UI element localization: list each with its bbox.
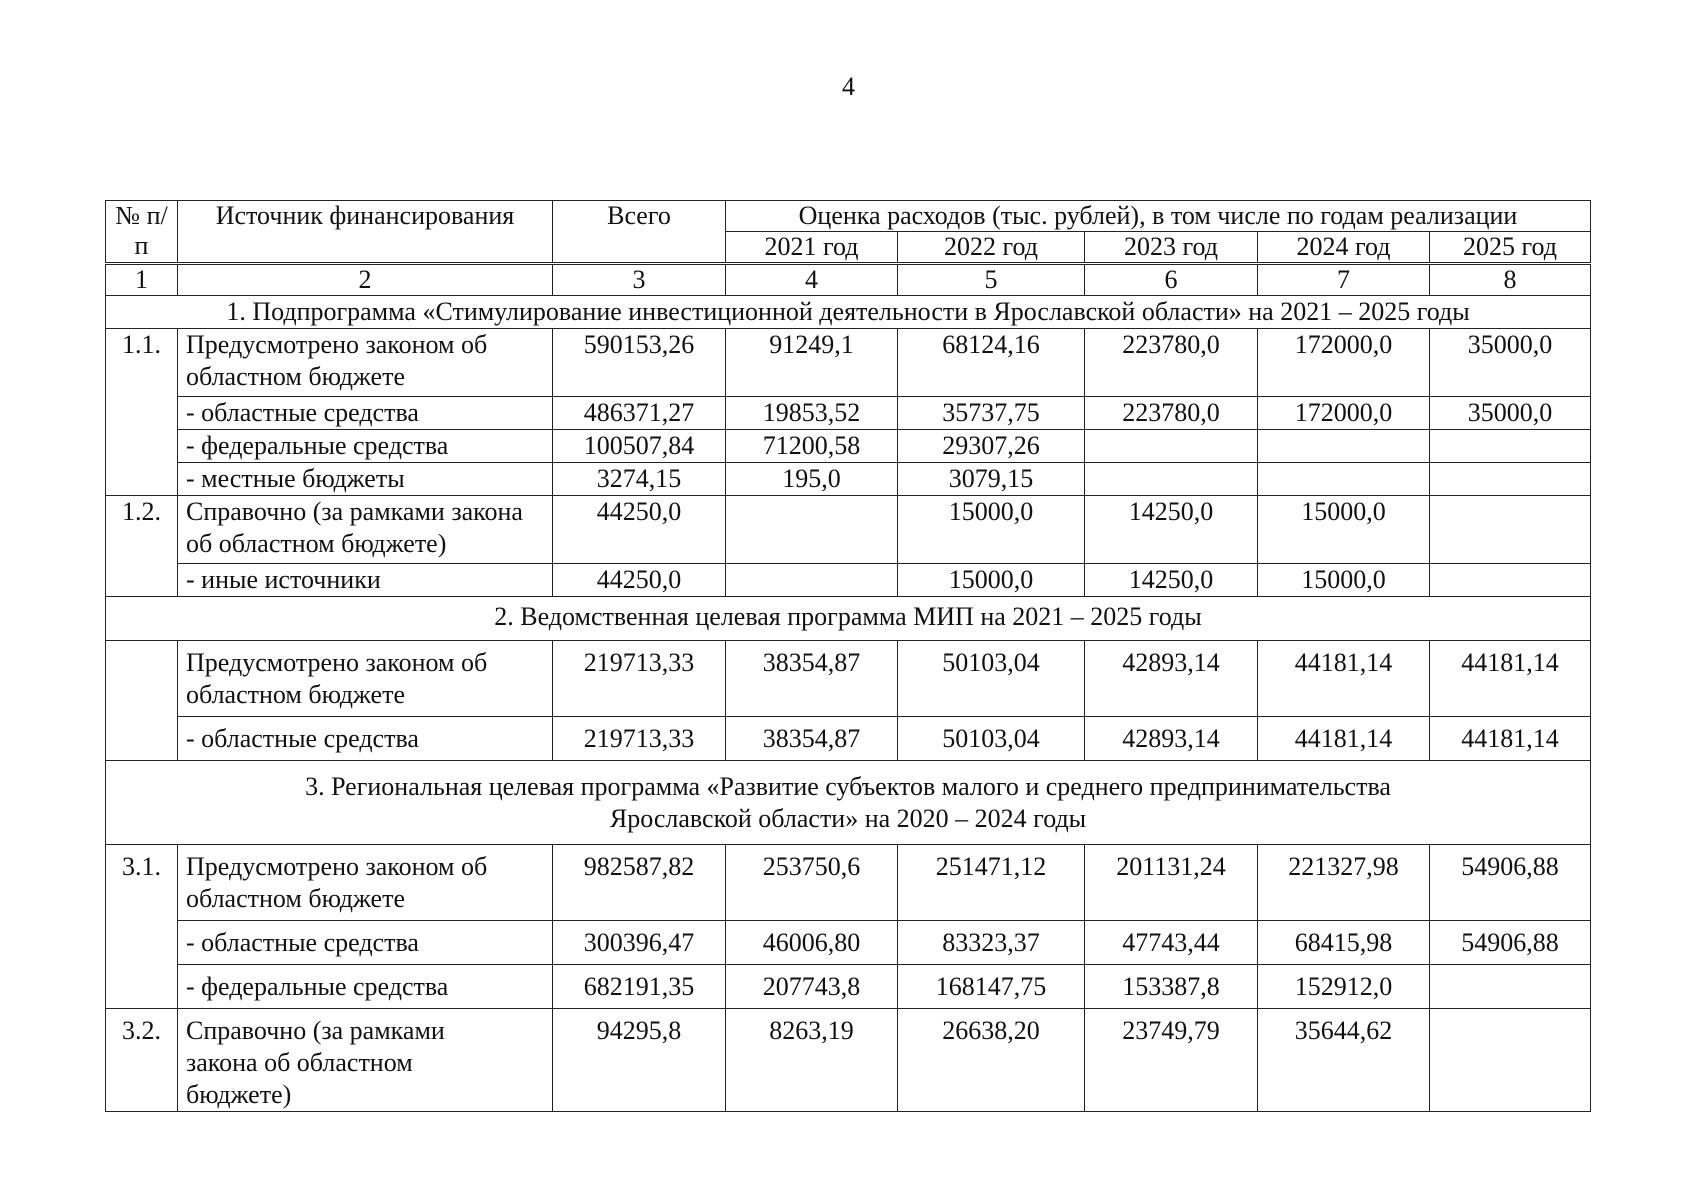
- header-source: Источник финансирования: [178, 201, 553, 264]
- value-cell: 38354,87: [726, 717, 898, 761]
- value-cell: 682191,35: [553, 965, 726, 1009]
- source-cell: - федеральные средства: [178, 430, 553, 463]
- header-estimate: Оценка расходов (тыс. рублей), в том числе по годам реализации: [726, 201, 1591, 232]
- value-cell: 8263,19: [726, 1009, 898, 1112]
- source-cell: - федеральные средства: [178, 965, 553, 1009]
- value-cell: [726, 564, 898, 597]
- value-cell: 221327,98: [1258, 845, 1430, 921]
- value-cell: [1430, 496, 1591, 564]
- value-cell: [1085, 463, 1258, 496]
- section-title: 1. Подпрограмма «Стимулирование инвестиционной деятельности в Ярославской области» на 2021 – 2025 годы: [106, 296, 1591, 329]
- value-cell: 46006,80: [726, 921, 898, 965]
- value-cell: 35000,0: [1430, 397, 1591, 430]
- section-title-row: [106, 296, 1591, 329]
- value-cell: 15000,0: [1258, 496, 1430, 564]
- value-cell: 50103,04: [898, 641, 1085, 717]
- column-index: 2: [178, 264, 553, 296]
- table-row: [106, 1009, 1591, 1112]
- value-cell: 15000,0: [898, 564, 1085, 597]
- value-cell: 251471,12: [898, 845, 1085, 921]
- value-cell: 44181,14: [1258, 717, 1430, 761]
- value-cell: 54906,88: [1430, 845, 1591, 921]
- header-num: № п/п: [106, 201, 178, 264]
- value-cell: 223780,0: [1085, 397, 1258, 430]
- value-cell: 68415,98: [1258, 921, 1430, 965]
- value-cell: 207743,8: [726, 965, 898, 1009]
- source-cell: Предусмотрено законом об областном бюджете: [178, 329, 553, 397]
- value-cell: 26638,20: [898, 1009, 1085, 1112]
- value-cell: 38354,87: [726, 641, 898, 717]
- value-cell: 14250,0: [1085, 496, 1258, 564]
- value-cell: [1258, 463, 1430, 496]
- page-number: 4: [842, 72, 855, 101]
- column-index: 7: [1258, 264, 1430, 296]
- section-title-line: 3. Региональная целевая программа «Развитие субъектов малого и среднего предпринимательства: [305, 772, 1391, 801]
- row-number: 1.2.: [106, 496, 178, 597]
- value-cell: 253750,6: [726, 845, 898, 921]
- financing-table: [105, 200, 1591, 1112]
- header-year: 2025 год: [1430, 232, 1591, 264]
- section-title: [106, 761, 1591, 845]
- table-row: [106, 496, 1591, 564]
- value-cell: [1430, 430, 1591, 463]
- value-cell: 44181,14: [1430, 717, 1591, 761]
- value-cell: 19853,52: [726, 397, 898, 430]
- value-cell: 50103,04: [898, 717, 1085, 761]
- source-cell: Предусмотрено законом об областном бюджете: [178, 845, 553, 921]
- value-cell: 219713,33: [553, 641, 726, 717]
- value-cell: 168147,75: [898, 965, 1085, 1009]
- table-row: [106, 564, 1591, 597]
- value-cell: 35644,62: [1258, 1009, 1430, 1112]
- column-index: 5: [898, 264, 1085, 296]
- value-cell: 300396,47: [553, 921, 726, 965]
- value-cell: 15000,0: [1258, 564, 1430, 597]
- value-cell: 172000,0: [1258, 329, 1430, 397]
- source-cell: - областные средства: [178, 397, 553, 430]
- source-cell: - местные бюджеты: [178, 463, 553, 496]
- column-index: 3: [553, 264, 726, 296]
- value-cell: 35737,75: [898, 397, 1085, 430]
- value-cell: 54906,88: [1430, 921, 1591, 965]
- table-row: [106, 845, 1591, 921]
- section-title: 2. Ведомственная целевая программа МИП на 2021 – 2025 годы: [106, 597, 1591, 641]
- table-row: [106, 397, 1591, 430]
- table-row: [106, 329, 1591, 397]
- value-cell: 172000,0: [1258, 397, 1430, 430]
- row-number: 3.1.: [106, 845, 178, 1009]
- table-row: [106, 965, 1591, 1009]
- value-cell: 91249,1: [726, 329, 898, 397]
- table-row: [106, 717, 1591, 761]
- value-cell: 94295,8: [553, 1009, 726, 1112]
- table-row: [106, 921, 1591, 965]
- header-year: 2021 год: [726, 232, 898, 264]
- value-cell: 23749,79: [1085, 1009, 1258, 1112]
- section-title-line: Ярославской области» на 2020 – 2024 годы: [609, 804, 1087, 833]
- value-cell: [726, 496, 898, 564]
- value-cell: 201131,24: [1085, 845, 1258, 921]
- value-cell: [1430, 564, 1591, 597]
- value-cell: 44250,0: [553, 496, 726, 564]
- value-cell: 590153,26: [553, 329, 726, 397]
- column-index: 6: [1085, 264, 1258, 296]
- value-cell: 71200,58: [726, 430, 898, 463]
- value-cell: 15000,0: [898, 496, 1085, 564]
- row-number: [106, 641, 178, 761]
- source-cell: - областные средства: [178, 921, 553, 965]
- value-cell: [1430, 1009, 1591, 1112]
- table-row: [106, 641, 1591, 717]
- section-title-row: [106, 761, 1591, 845]
- value-cell: 44181,14: [1430, 641, 1591, 717]
- value-cell: 3274,15: [553, 463, 726, 496]
- header-year: 2023 год: [1085, 232, 1258, 264]
- header-total: Всего: [553, 201, 726, 264]
- value-cell: 152912,0: [1258, 965, 1430, 1009]
- header-row: [106, 201, 1591, 232]
- value-cell: 68124,16: [898, 329, 1085, 397]
- value-cell: 982587,82: [553, 845, 726, 921]
- value-cell: 100507,84: [553, 430, 726, 463]
- value-cell: [1258, 430, 1430, 463]
- value-cell: 3079,15: [898, 463, 1085, 496]
- value-cell: 219713,33: [553, 717, 726, 761]
- table-row: [106, 430, 1591, 463]
- value-cell: 29307,26: [898, 430, 1085, 463]
- column-index: 4: [726, 264, 898, 296]
- table-row: [106, 463, 1591, 496]
- value-cell: 44250,0: [553, 564, 726, 597]
- header-year: 2024 год: [1258, 232, 1430, 264]
- header-year: 2022 год: [898, 232, 1085, 264]
- value-cell: 223780,0: [1085, 329, 1258, 397]
- value-cell: 42893,14: [1085, 641, 1258, 717]
- source-cell: - областные средства: [178, 717, 553, 761]
- section-title-row: [106, 597, 1591, 641]
- value-cell: 47743,44: [1085, 921, 1258, 965]
- column-index: 1: [106, 264, 178, 296]
- source-cell: Справочно (за рамками закона об областном бюджете): [178, 496, 553, 564]
- column-index: 8: [1430, 264, 1591, 296]
- value-cell: 153387,8: [1085, 965, 1258, 1009]
- source-cell: - иные источники: [178, 564, 553, 597]
- row-number: 3.2.: [106, 1009, 178, 1112]
- row-number: 1.1.: [106, 329, 178, 496]
- column-index-row: [106, 264, 1591, 296]
- value-cell: 42893,14: [1085, 717, 1258, 761]
- value-cell: 44181,14: [1258, 641, 1430, 717]
- value-cell: 486371,27: [553, 397, 726, 430]
- value-cell: 195,0: [726, 463, 898, 496]
- value-cell: 35000,0: [1430, 329, 1591, 397]
- source-cell: Предусмотрено законом об областном бюджете: [178, 641, 553, 717]
- value-cell: [1430, 965, 1591, 1009]
- value-cell: 83323,37: [898, 921, 1085, 965]
- source-cell: Справочно (за рамками закона об областном бюджете): [178, 1009, 553, 1112]
- value-cell: 14250,0: [1085, 564, 1258, 597]
- value-cell: [1085, 430, 1258, 463]
- value-cell: [1430, 463, 1591, 496]
